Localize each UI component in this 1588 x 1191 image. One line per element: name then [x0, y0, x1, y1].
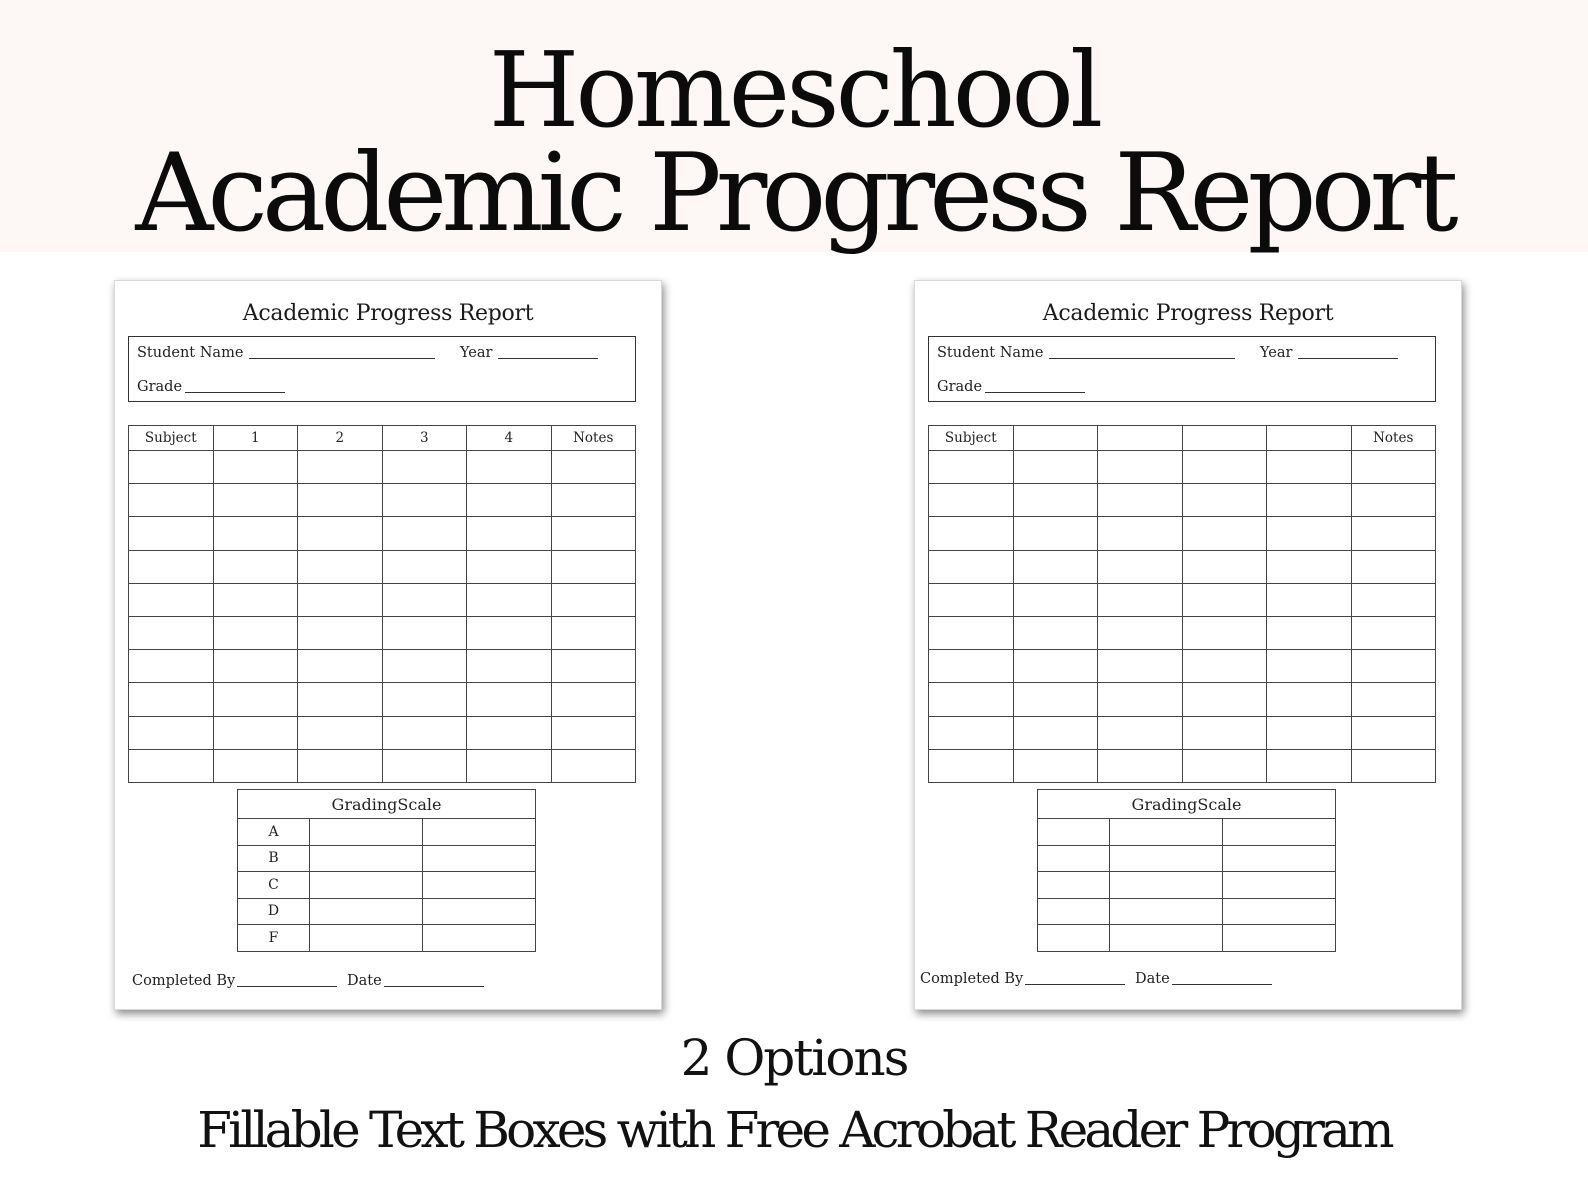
table-cell[interactable]	[1351, 484, 1436, 517]
table-cell[interactable]	[929, 749, 1014, 782]
table-cell[interactable]	[1013, 650, 1098, 683]
table-cell[interactable]	[298, 683, 383, 716]
table-cell[interactable]	[1013, 583, 1098, 616]
table-cell[interactable]	[213, 517, 298, 550]
completed-by-label: Completed By	[920, 971, 1024, 987]
year-field[interactable]	[1260, 345, 1398, 361]
table-cell[interactable]	[551, 550, 636, 583]
table-cell[interactable]	[298, 716, 383, 749]
grade-letter: F	[238, 925, 310, 952]
table-row	[129, 716, 636, 749]
table-cell[interactable]	[298, 583, 383, 616]
table-cell[interactable]	[213, 749, 298, 782]
grade-letter: A	[238, 819, 310, 846]
scale-cell[interactable]	[310, 898, 423, 925]
hero-title-line-2: Academic Progress Report	[135, 131, 1453, 256]
table-cell[interactable]	[1351, 451, 1436, 484]
table-cell[interactable]	[929, 616, 1014, 649]
scale-cell[interactable]	[1110, 925, 1223, 952]
table-cell[interactable]	[929, 683, 1014, 716]
grade-line[interactable]	[985, 392, 1085, 393]
scale-cell[interactable]	[1110, 872, 1223, 899]
subject-table-body	[929, 451, 1436, 783]
table-cell[interactable]	[1098, 749, 1183, 782]
table-row	[129, 749, 636, 782]
scale-cell[interactable]	[1110, 819, 1223, 846]
table-cell[interactable]	[382, 583, 467, 616]
grade-letter-cell[interactable]	[1038, 898, 1110, 925]
table-row	[929, 583, 1436, 616]
caption-options: 2 Options	[680, 1029, 908, 1087]
header-quarter-4: 4	[467, 426, 552, 451]
sheet-title: Academic Progress Report	[242, 301, 534, 326]
table-row	[929, 683, 1436, 716]
table-cell[interactable]	[551, 616, 636, 649]
table-cell[interactable]	[1098, 716, 1183, 749]
table-cell[interactable]	[1013, 683, 1098, 716]
scale-cell[interactable]	[310, 845, 423, 872]
sheet-title: Academic Progress Report	[1042, 301, 1334, 326]
header-quarter-2: 2	[298, 426, 383, 451]
date-line[interactable]	[1172, 984, 1272, 985]
table-cell[interactable]	[467, 716, 552, 749]
scale-row	[238, 925, 536, 952]
grading-scale-title: GradingScale	[238, 790, 536, 819]
table-cell[interactable]	[1267, 451, 1352, 484]
table-cell[interactable]	[1351, 550, 1436, 583]
table-cell[interactable]	[551, 517, 636, 550]
table-cell[interactable]	[929, 550, 1014, 583]
header-notes: Notes	[551, 426, 636, 451]
subject-table	[928, 425, 1436, 783]
table-cell[interactable]	[382, 749, 467, 782]
table-cell[interactable]	[298, 550, 383, 583]
scale-row	[1038, 898, 1336, 925]
year-label: Year	[460, 345, 493, 361]
title-banner	[0, 0, 1588, 256]
year-label: Year	[1260, 345, 1293, 361]
table-cell[interactable]	[1351, 716, 1436, 749]
table-cell[interactable]	[467, 650, 552, 683]
scale-cell[interactable]	[423, 845, 536, 872]
table-cell[interactable]	[1182, 616, 1267, 649]
table-cell[interactable]	[129, 650, 214, 683]
table-cell[interactable]	[382, 683, 467, 716]
grade-line[interactable]	[185, 392, 285, 393]
table-cell[interactable]	[1013, 749, 1098, 782]
table-cell[interactable]	[1013, 616, 1098, 649]
table-cell[interactable]	[1351, 583, 1436, 616]
completed-by-label: Completed By	[132, 973, 236, 989]
table-cell[interactable]	[382, 550, 467, 583]
table-cell[interactable]	[467, 616, 552, 649]
table-cell[interactable]	[1098, 616, 1183, 649]
table-cell[interactable]	[467, 550, 552, 583]
table-cell[interactable]	[467, 749, 552, 782]
table-cell[interactable]	[213, 650, 298, 683]
student-name-line[interactable]	[1049, 358, 1235, 359]
report-sheet-option-1	[114, 280, 662, 1010]
scale-row	[238, 872, 536, 899]
table-cell[interactable]	[213, 451, 298, 484]
table-cell[interactable]	[213, 550, 298, 583]
table-row	[929, 650, 1436, 683]
table-cell[interactable]	[298, 749, 383, 782]
scale-cell[interactable]	[423, 872, 536, 899]
table-cell[interactable]	[382, 484, 467, 517]
date-field[interactable]	[347, 973, 484, 989]
table-cell[interactable]	[1013, 484, 1098, 517]
scale-cell[interactable]	[1223, 898, 1336, 925]
table-cell[interactable]	[213, 683, 298, 716]
table-cell[interactable]	[382, 517, 467, 550]
table-cell[interactable]	[1267, 583, 1352, 616]
year-field[interactable]	[460, 345, 598, 361]
student-name-line[interactable]	[249, 358, 435, 359]
table-cell[interactable]	[1182, 484, 1267, 517]
hero-title-line-1: Homeschool	[488, 29, 1100, 151]
scale-cell[interactable]	[1110, 845, 1223, 872]
table-cell[interactable]	[382, 650, 467, 683]
table-cell[interactable]	[929, 716, 1014, 749]
table-cell[interactable]	[213, 583, 298, 616]
student-name-label: Student Name	[137, 345, 244, 361]
header-subject: Subject	[129, 426, 214, 451]
table-row	[129, 451, 636, 484]
table-cell[interactable]	[1267, 517, 1352, 550]
date-label: Date	[1135, 971, 1170, 987]
table-cell[interactable]	[1098, 650, 1183, 683]
subject-table	[128, 425, 636, 783]
table-cell[interactable]	[1013, 517, 1098, 550]
header-blank-4[interactable]	[1267, 426, 1352, 451]
table-row	[129, 550, 636, 583]
table-cell[interactable]	[382, 451, 467, 484]
table-cell[interactable]	[1182, 517, 1267, 550]
scale-cell[interactable]	[310, 925, 423, 952]
scale-cell[interactable]	[1223, 925, 1336, 952]
table-cell[interactable]	[298, 517, 383, 550]
scale-cell[interactable]	[1110, 898, 1223, 925]
grade-letter: D	[238, 898, 310, 925]
table-cell[interactable]	[1351, 650, 1436, 683]
table-cell[interactable]	[1182, 451, 1267, 484]
table-cell[interactable]	[551, 451, 636, 484]
table-cell[interactable]	[467, 484, 552, 517]
header-blank-3[interactable]	[1182, 426, 1267, 451]
table-cell[interactable]	[129, 683, 214, 716]
header-blank-1[interactable]	[1013, 426, 1098, 451]
scale-cell[interactable]	[423, 898, 536, 925]
table-cell[interactable]	[1182, 749, 1267, 782]
table-cell[interactable]	[929, 451, 1014, 484]
table-row	[129, 484, 636, 517]
table-cell[interactable]	[1182, 683, 1267, 716]
table-cell[interactable]	[551, 716, 636, 749]
completed-by-field[interactable]	[920, 971, 1125, 987]
table-cell[interactable]	[1351, 683, 1436, 716]
table-cell[interactable]	[1182, 650, 1267, 683]
table-cell[interactable]	[1267, 616, 1352, 649]
table-row	[929, 749, 1436, 782]
table-cell[interactable]	[129, 451, 214, 484]
year-line[interactable]	[1298, 358, 1398, 359]
student-name-field[interactable]	[937, 345, 1235, 361]
table-cell[interactable]	[551, 650, 636, 683]
table-cell[interactable]	[1267, 683, 1352, 716]
table-cell[interactable]	[1351, 616, 1436, 649]
grade-label: Grade	[937, 379, 983, 395]
table-row	[929, 451, 1436, 484]
completed-by-field[interactable]	[132, 973, 337, 989]
table-row	[929, 550, 1436, 583]
scale-cell[interactable]	[423, 925, 536, 952]
table-row	[129, 517, 636, 550]
grading-scale-table	[1037, 789, 1336, 952]
table-cell[interactable]	[213, 484, 298, 517]
grade-letter: C	[238, 872, 310, 899]
header-quarter-3: 3	[382, 426, 467, 451]
table-cell[interactable]	[929, 517, 1014, 550]
grade-field[interactable]	[937, 379, 1085, 395]
scale-row	[1038, 819, 1336, 846]
table-cell[interactable]	[467, 583, 552, 616]
report-sheet-option-2	[914, 280, 1462, 1010]
table-cell[interactable]	[129, 616, 214, 649]
scale-row	[238, 845, 536, 872]
table-row	[929, 484, 1436, 517]
grade-label: Grade	[137, 379, 183, 395]
scale-cell[interactable]	[423, 819, 536, 846]
student-name-label: Student Name	[937, 345, 1044, 361]
table-cell[interactable]	[1013, 550, 1098, 583]
grade-field[interactable]	[137, 379, 285, 395]
completed-by-line[interactable]	[1025, 984, 1125, 985]
table-cell[interactable]	[551, 749, 636, 782]
table-cell[interactable]	[382, 716, 467, 749]
subject-table-body	[129, 451, 636, 783]
table-cell[interactable]	[1267, 550, 1352, 583]
table-cell[interactable]	[1182, 716, 1267, 749]
completed-by-line[interactable]	[237, 986, 337, 987]
table-cell[interactable]	[551, 484, 636, 517]
table-cell[interactable]	[382, 616, 467, 649]
date-line[interactable]	[384, 986, 484, 987]
table-cell[interactable]	[551, 683, 636, 716]
table-cell[interactable]	[1098, 517, 1183, 550]
table-cell[interactable]	[213, 616, 298, 649]
date-field[interactable]	[1135, 971, 1272, 987]
table-row	[129, 583, 636, 616]
scale-row	[1038, 872, 1336, 899]
student-info-box	[928, 336, 1436, 402]
table-cell[interactable]	[1351, 749, 1436, 782]
table-cell[interactable]	[1351, 517, 1436, 550]
table-row	[929, 517, 1436, 550]
table-cell[interactable]	[929, 484, 1014, 517]
table-cell[interactable]	[1267, 650, 1352, 683]
caption-fillable: Fillable Text Boxes with Free Acrobat Reader Program	[197, 1101, 1391, 1159]
table-cell[interactable]	[1013, 716, 1098, 749]
scale-cell[interactable]	[310, 872, 423, 899]
year-line[interactable]	[498, 358, 598, 359]
table-cell[interactable]	[551, 583, 636, 616]
student-info-box	[128, 336, 636, 402]
header-quarter-1: 1	[213, 426, 298, 451]
table-cell[interactable]	[129, 583, 214, 616]
table-cell[interactable]	[129, 716, 214, 749]
scale-row	[1038, 925, 1336, 952]
table-cell[interactable]	[129, 550, 214, 583]
table-cell[interactable]	[213, 716, 298, 749]
grade-letter: B	[238, 845, 310, 872]
table-cell[interactable]	[467, 517, 552, 550]
table-row	[129, 650, 636, 683]
table-cell[interactable]	[1267, 749, 1352, 782]
table-row	[929, 716, 1436, 749]
grade-letter-cell[interactable]	[1038, 845, 1110, 872]
scale-cell[interactable]	[310, 819, 423, 846]
header-subject: Subject	[929, 426, 1014, 451]
table-cell[interactable]	[1013, 451, 1098, 484]
grading-scale-title: GradingScale	[1038, 790, 1336, 819]
scale-cell[interactable]	[1223, 872, 1336, 899]
table-cell[interactable]	[1098, 484, 1183, 517]
grade-letter-cell[interactable]	[1038, 925, 1110, 952]
scale-cell[interactable]	[1223, 819, 1336, 846]
table-cell[interactable]	[1098, 583, 1183, 616]
student-name-field[interactable]	[137, 345, 435, 361]
table-cell[interactable]	[298, 484, 383, 517]
header-notes: Notes	[1351, 426, 1436, 451]
table-cell[interactable]	[1098, 683, 1183, 716]
table-cell[interactable]	[129, 517, 214, 550]
table-cell[interactable]	[467, 683, 552, 716]
table-cell[interactable]	[1182, 583, 1267, 616]
table-cell[interactable]	[929, 650, 1014, 683]
scale-row	[238, 898, 536, 925]
date-label: Date	[347, 973, 382, 989]
table-row	[129, 683, 636, 716]
table-cell[interactable]	[467, 451, 552, 484]
scale-row	[1038, 845, 1336, 872]
header-blank-2[interactable]	[1098, 426, 1183, 451]
grade-letter-cell[interactable]	[1038, 872, 1110, 899]
table-cell[interactable]	[1098, 451, 1183, 484]
table-cell[interactable]	[298, 451, 383, 484]
grade-letter-cell[interactable]	[1038, 819, 1110, 846]
table-row	[129, 616, 636, 649]
table-cell[interactable]	[1098, 550, 1183, 583]
table-cell[interactable]	[298, 650, 383, 683]
table-cell[interactable]	[1267, 716, 1352, 749]
table-row	[929, 616, 1436, 649]
grading-scale-table	[237, 789, 536, 952]
table-cell[interactable]	[929, 583, 1014, 616]
scale-cell[interactable]	[1223, 845, 1336, 872]
table-cell[interactable]	[1182, 550, 1267, 583]
table-cell[interactable]	[129, 484, 214, 517]
table-cell[interactable]	[1267, 484, 1352, 517]
table-cell[interactable]	[298, 616, 383, 649]
table-cell[interactable]	[129, 749, 214, 782]
scale-row	[238, 819, 536, 846]
